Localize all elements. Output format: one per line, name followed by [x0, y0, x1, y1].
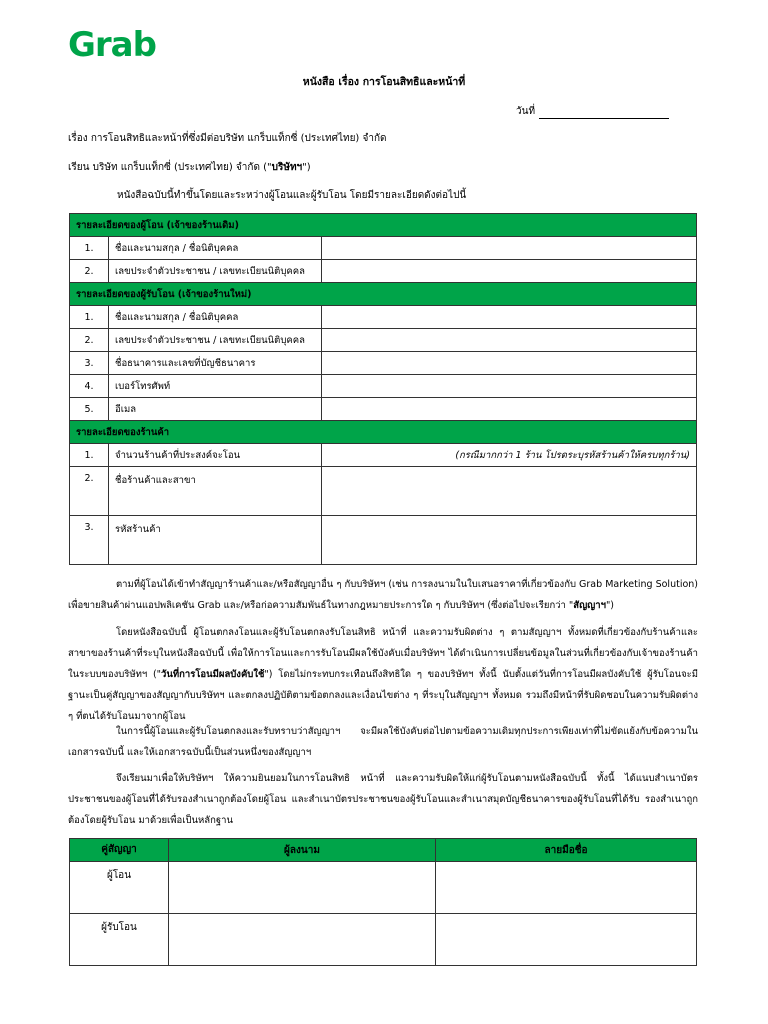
row-label: รหัสร้านค้า — [109, 516, 322, 565]
table-row — [70, 352, 697, 375]
transferor-signer-field[interactable] — [169, 862, 436, 914]
col-party: คู่สัญญา — [70, 839, 169, 862]
salutation-bold: บริษัทฯ — [271, 162, 303, 173]
party-transferee: ผู้รับโอน — [70, 914, 169, 966]
row-label: ชื่อธนาคารและเลขที่บัญชีธนาคาร — [109, 352, 322, 375]
row-label: ชื่อและนามสกุล / ชื่อนิติบุคคล — [109, 306, 322, 329]
paragraph-2-text-c: ") โดยไม่กระทบกระเทือนถึงสิทธิใด ๆ ของบริษัทฯ ทั้งนี้ นับตั้งแต่วันที่การโอนมีผลบังคับใช้ ผู้รับโอนจะมีฐานะเป็นคู่สัญญาของสัญญากับบริษัทฯ และตกลงปฏิบัติตามข้อตกลงและเงื่อนไขต่าง ๆ ที่ระบุในสัญญาฯ ทั้งหมด รวมถึงมีหน้าที่รับผิดชอบในความรับผิดต่าง ๆ ที่ตนได้รับโอนมาจากผู้โอน — [68, 669, 698, 722]
row-number: 1. — [70, 444, 109, 467]
document-title: หนังสือ เรื่อง การโอนสิทธิและหน้าที่ — [302, 76, 466, 88]
grab-logo — [68, 26, 164, 62]
date-field — [516, 104, 669, 119]
paragraph-1 — [68, 574, 698, 616]
table-row — [70, 467, 697, 516]
table-row — [70, 444, 697, 467]
row-number: 1. — [70, 237, 109, 260]
date-label: วันที่ — [516, 106, 536, 117]
paragraph-4 — [68, 768, 698, 831]
row-number: 5. — [70, 398, 109, 421]
svg-text:Grab: Grab — [68, 26, 156, 62]
row-label: จำนวนร้านค้าที่ประสงค์จะโอน — [109, 444, 322, 467]
row-label: เบอร์โทรศัพท์ — [109, 375, 322, 398]
paragraph-3-text: ในการนี้ผู้โอนและผู้รับโอนตกลงและรับทราบว่าสัญญาฯ จะมีผลใช้บังคับต่อไปตามข้อความเดิมทุกประการเพียงเท่าที่ไม่ขัดแย้งกับข้อความในเอกสารฉบับนี้ และให้เอกสารฉบับนี้เป็นส่วนหนึ่งของสัญญาฯ — [68, 726, 698, 758]
col-signer: ผู้ลงนาม — [169, 839, 436, 862]
date-blank-line[interactable] — [539, 107, 669, 119]
paragraph-3 — [68, 721, 698, 763]
transferor-id-value[interactable] — [322, 260, 697, 283]
paragraph-2-text-a: โดยหนังสือฉบับนี้ ผู้โอนตกลงโอนและผู้รับโอนตกลงรับโอนสิทธิ หน้าที่ และความรับผิดต่าง ๆ ตามสัญญาฯ ทั้งหมดที่เกี่ยวข้องกับร้านค้าและสาขาของร้านค้าที่ระบุในหนังสือฉบับนี้ เพื่อให้การโอนและการรับโอนมีผลใช้บังคับเมื่อบริษัทฯ ได้ดำเนินการเปลี่ยนข้อมูลในส่วนที่เกี่ยวข้องกับเจ้าของร้านค้าในระบบของบริษัทฯ (" — [68, 627, 698, 680]
transferee-name-value[interactable] — [322, 306, 697, 329]
row-label: เลขประจำตัวประชาชน / เลขทะเบียนนิติบุคคล — [109, 329, 322, 352]
transferor-header-row — [70, 214, 697, 237]
transferee-id-value[interactable] — [322, 329, 697, 352]
transferee-phone-value[interactable] — [322, 375, 697, 398]
row-number: 3. — [70, 352, 109, 375]
store-count-note[interactable]: (กรณีมากกว่า 1 ร้าน โปรดระบุรหัสร้านค้าให้ครบทุกร้าน) — [322, 444, 697, 467]
salutation-prefix: เรียน บริษัท แกร็บแท็กซี่ (ประเทศไทย) จำกัด (" — [68, 162, 272, 173]
transferee-email-value[interactable] — [322, 398, 697, 421]
table-row — [70, 237, 697, 260]
transferor-signature-field[interactable] — [436, 862, 697, 914]
row-number: 2. — [70, 260, 109, 283]
subject-line: เรื่อง การโอนสิทธิและหน้าที่ซึ่งมีต่อบริษัท แกร็บแท็กซี่ (ประเทศไทย) จำกัด — [68, 133, 387, 144]
store-header-row — [70, 421, 697, 444]
transferor-header: รายละเอียดของผู้โอน (เจ้าของร้านเดิม) — [70, 214, 697, 237]
row-label: ชื่อและนามสกุล / ชื่อนิติบุคคล — [109, 237, 322, 260]
table-row — [70, 329, 697, 352]
paragraph-2 — [68, 622, 698, 727]
table-row — [70, 398, 697, 421]
salutation-suffix: ") — [302, 162, 311, 173]
table-row — [70, 260, 697, 283]
table-row — [70, 914, 697, 966]
intro-line: หนังสือฉบับนี้ทำขึ้นโดยและระหว่างผู้โอนและผู้รับโอน โดยมีรายละเอียดดังต่อไปนี้ — [117, 190, 467, 201]
row-number: 4. — [70, 375, 109, 398]
transferee-signer-field[interactable] — [169, 914, 436, 966]
party-transferor: ผู้โอน — [70, 862, 169, 914]
table-row — [70, 375, 697, 398]
paragraph-1-text-c: ") — [605, 600, 615, 611]
store-code-value[interactable] — [322, 516, 697, 565]
paragraph-1-text-a: ตามที่ผู้โอนได้เข้าทำสัญญาร้านค้าและ/หรือสัญญาอื่น ๆ กับบริษัทฯ (เช่น การลงนามในใบเสนอราคาที่เกี่ยวข้องกับ Grab Marketing Solution) เพื่อขายสินค้าผ่านแอปพลิเคชัน Grab และ/หรือก่อความสัมพันธ์ในทางกฎหมายประการใด ๆ กับบริษัทฯ (ซึ่งต่อไปจะเรียกว่า " — [68, 579, 698, 611]
transferee-header-row — [70, 283, 697, 306]
table-row — [70, 516, 697, 565]
row-number: 3. — [70, 516, 109, 565]
row-number: 2. — [70, 467, 109, 516]
row-label: เลขประจำตัวประชาชน / เลขทะเบียนนิติบุคคล — [109, 260, 322, 283]
paragraph-2-bold: วันที่การโอนมีผลบังคับใช้ — [161, 669, 265, 680]
store-name-value[interactable] — [322, 467, 697, 516]
table-row — [70, 862, 697, 914]
details-table — [69, 213, 697, 565]
row-label: อีเมล — [109, 398, 322, 421]
row-label: ชื่อร้านค้าและสาขา — [109, 467, 322, 516]
row-number: 1. — [70, 306, 109, 329]
paragraph-1-bold: สัญญาฯ — [573, 600, 606, 611]
paragraph-4-text: จึงเรียนมาเพื่อให้บริษัทฯ ให้ความยินยอมในการโอนสิทธิ หน้าที่ และความรับผิดให้แก่ผู้รับโอนตามหนังสือฉบับนี้ ทั้งนี้ ได้แนบสำเนาบัตรประชาชนของผู้โอนที่ได้รับรองสำเนาถูกต้องโดยผู้โอน และสำเนาบัตรประชาชนของผู้รับโอนและสำเนาสมุดบัญชีธนาคารของผู้รับโอนที่ได้รับ รองสำเนาถูกต้องโดยผู้รับโอน มาด้วยเพื่อเป็นหลักฐาน — [68, 773, 698, 826]
col-signature: ลายมือชื่อ — [436, 839, 697, 862]
table-row — [70, 306, 697, 329]
salutation-line — [68, 160, 311, 175]
store-header: รายละเอียดของร้านค้า — [70, 421, 697, 444]
transferee-header: รายละเอียดของผู้รับโอน (เจ้าของร้านใหม่) — [70, 283, 697, 306]
transferee-bank-value[interactable] — [322, 352, 697, 375]
row-number: 2. — [70, 329, 109, 352]
transferor-name-value[interactable] — [322, 237, 697, 260]
transferee-signature-field[interactable] — [436, 914, 697, 966]
signature-header-row — [70, 839, 697, 862]
signature-table — [69, 838, 697, 966]
